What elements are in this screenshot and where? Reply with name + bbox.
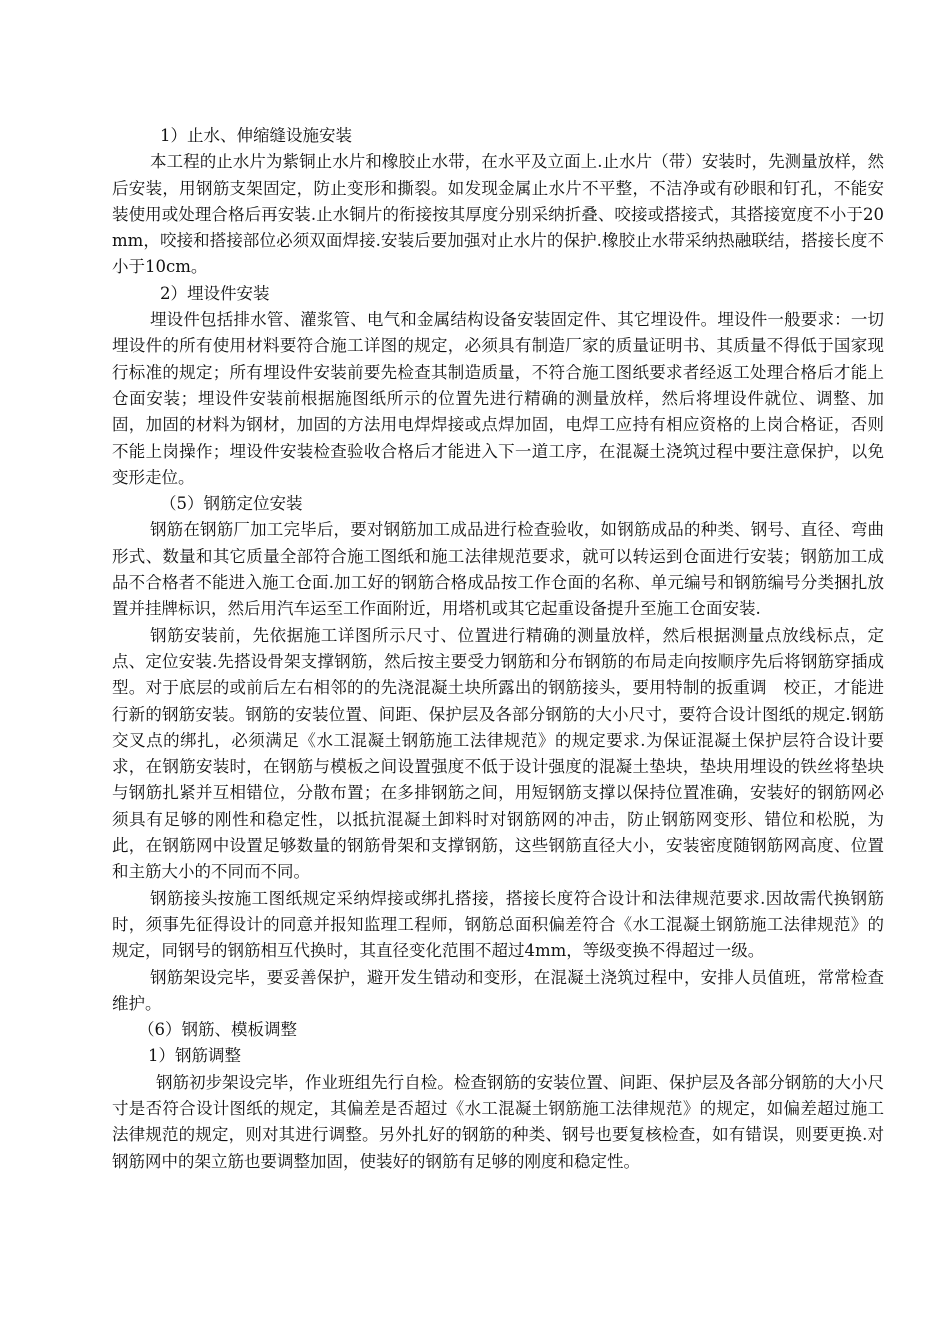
paragraph-rebar-protection: 钢筋架设完毕，要妥善保护，避开发生错动和变形，在混凝土浇筑过程中，安排人员值班，常常检查维护。 [112, 967, 884, 1013]
paragraph-rebar-installation: 钢筋安装前，先依据施工详图所示尺寸、位置进行精确的测量放样，然后根据测量点放线标点，定点、定位安装.先搭设骨架支撑钢筋，然后按主要受力钢筋和分布钢筋的布局走向按顺序先后将钢筋穿插成型。对于底层的或前后左右相邻的的先浇混凝土块所露出的钢筋接头，要用特制的扳重调 校正，才能进行新的钢筋安装。钢筋的安装位置、间距、保护层及各部分钢筋的大小尺寸，要符合设计图纸的规定.钢筋交叉点的绑扎，必须满足《水工混凝土钢筋施工法律规范》的规定要求.为保证混凝土保护层符合设计要求，在钢筋安装时，在钢筋与模板之间设置强度不低于设计强度的混凝土垫块，垫块用埋设的铁丝将垫块与钢筋扎紧并互相错位，分散布置；在多排钢筋之间，用短钢筋支撑以保持位置准确，安装好的钢筋网必须具有足够的刚性和稳定性，以抵抗混凝土卸料时对钢筋网的冲击，防止钢筋网变形、错位和松脱，为此，在钢筋网中设置足够数量的钢筋骨架和支撑钢筋，这些钢筋直径大小，安装密度随钢筋网高度、位置和主筋大小的不同而不同。 [112, 625, 884, 882]
heading-embedded-parts: 2）埋设件安装 [160, 283, 270, 303]
paragraph-rebar-inspection: 钢筋在钢筋厂加工完毕后，要对钢筋加工成品进行检查验收，如钢筋成品的种类、钢号、直径、弯曲形式、数量和其它质量全部符合施工图纸和施工法律规范要求，就可以转运到仓面进行安装；钢筋加工成品不合格者不能进入施工仓面.加工好的钢筋合格成品按工作仓面的名称、单元编号和钢筋编号分类捆扎放置并挂牌标识，然后用汽车运至工作面附近，用塔机或其它起重设备提升至施工仓面安装. [112, 520, 884, 619]
heading-rebar-adjustment: 1）钢筋调整 [148, 1046, 241, 1066]
document-body [112, 123, 884, 1175]
heading-rebar-formwork-adjustment: （6）钢筋、模板调整 [138, 1020, 297, 1040]
paragraph-rebar-joints: 钢筋接头按施工图纸规定采纳焊接或绑扎搭接，搭接长度符合设计和法律规范要求.因故需代换钢筋时，须事先征得设计的同意并报知监理工程师，钢筋总面积偏差符合《水工混凝土钢筋施工法律规范》的规定，同钢号的钢筋相互代换时，其直径变化范围不超过4mm，等级变换不得超过一级。 [112, 888, 884, 961]
heading-rebar-positioning: （5）钢筋定位安装 [160, 494, 303, 514]
paragraph-embedded-parts: 埋设件包括排水管、灌浆管、电气和金属结构设备安装固定件、其它埋设件。埋设件一般要求：一切埋设件的所有使用材料要符合施工详图的规定，必须具有制造厂家的质量证明书、其质量不得低于国家现行标准的规定；所有埋设件安装前要先检查其制造质量，不符合施工图纸要求者经返工处理合格后才能上仓面安装；埋设件安装前根据施图纸所示的位置先进行精确的测量放样，然后将埋设件就位、调整、加固，加固的材料为钢材，加固的方法用电焊焊接或点焊加固，电焊工应持有相应资格的上岗合格证，否则不能上岗操作；埋设件安装检查验收合格后才能进入下一道工序，在混凝土浇筑过程中要注意保护，以免变形走位。 [112, 310, 884, 487]
paragraph-rebar-adjustment: 钢筋初步架设完毕，作业班组先行自检。检查钢筋的安装位置、间距、保护层及各部分钢筋的大小尺寸是否符合设计图纸的规定，其偏差是否超过《水工混凝土钢筋施工法律规范》的规定，如偏差超过施工法律规范的规定，则对其进行调整。另外扎好的钢筋的种类、钢号也要复核检查，如有错误，则要更换.对钢筋网中的架立筋也要调整加固，使装好的钢筋有足够的刚度和稳定性。 [112, 1072, 884, 1171]
heading-waterstop-installation: 1）止水、伸缩缝设施安装 [160, 126, 352, 145]
paragraph-waterstop: 本工程的止水片为紫铜止水片和橡胶止水带，在水平及立面上.止水片（带）安装时，先测量放样，然后安装，用钢筋支架固定，防止变形和撕裂。如发现金属止水片不平整，不洁净或有砂眼和钉孔，不能安装使用或处理合格后再安装.止水铜片的衔接按其厚度分别采纳折叠、咬接或搭接式，其搭接宽度不小于20mm，咬接和搭接部位必须双面焊接.安装后要加强对止水片的保护.橡胶止水带采纳热融联结，搭接长度不小于10cm。 [112, 152, 884, 277]
